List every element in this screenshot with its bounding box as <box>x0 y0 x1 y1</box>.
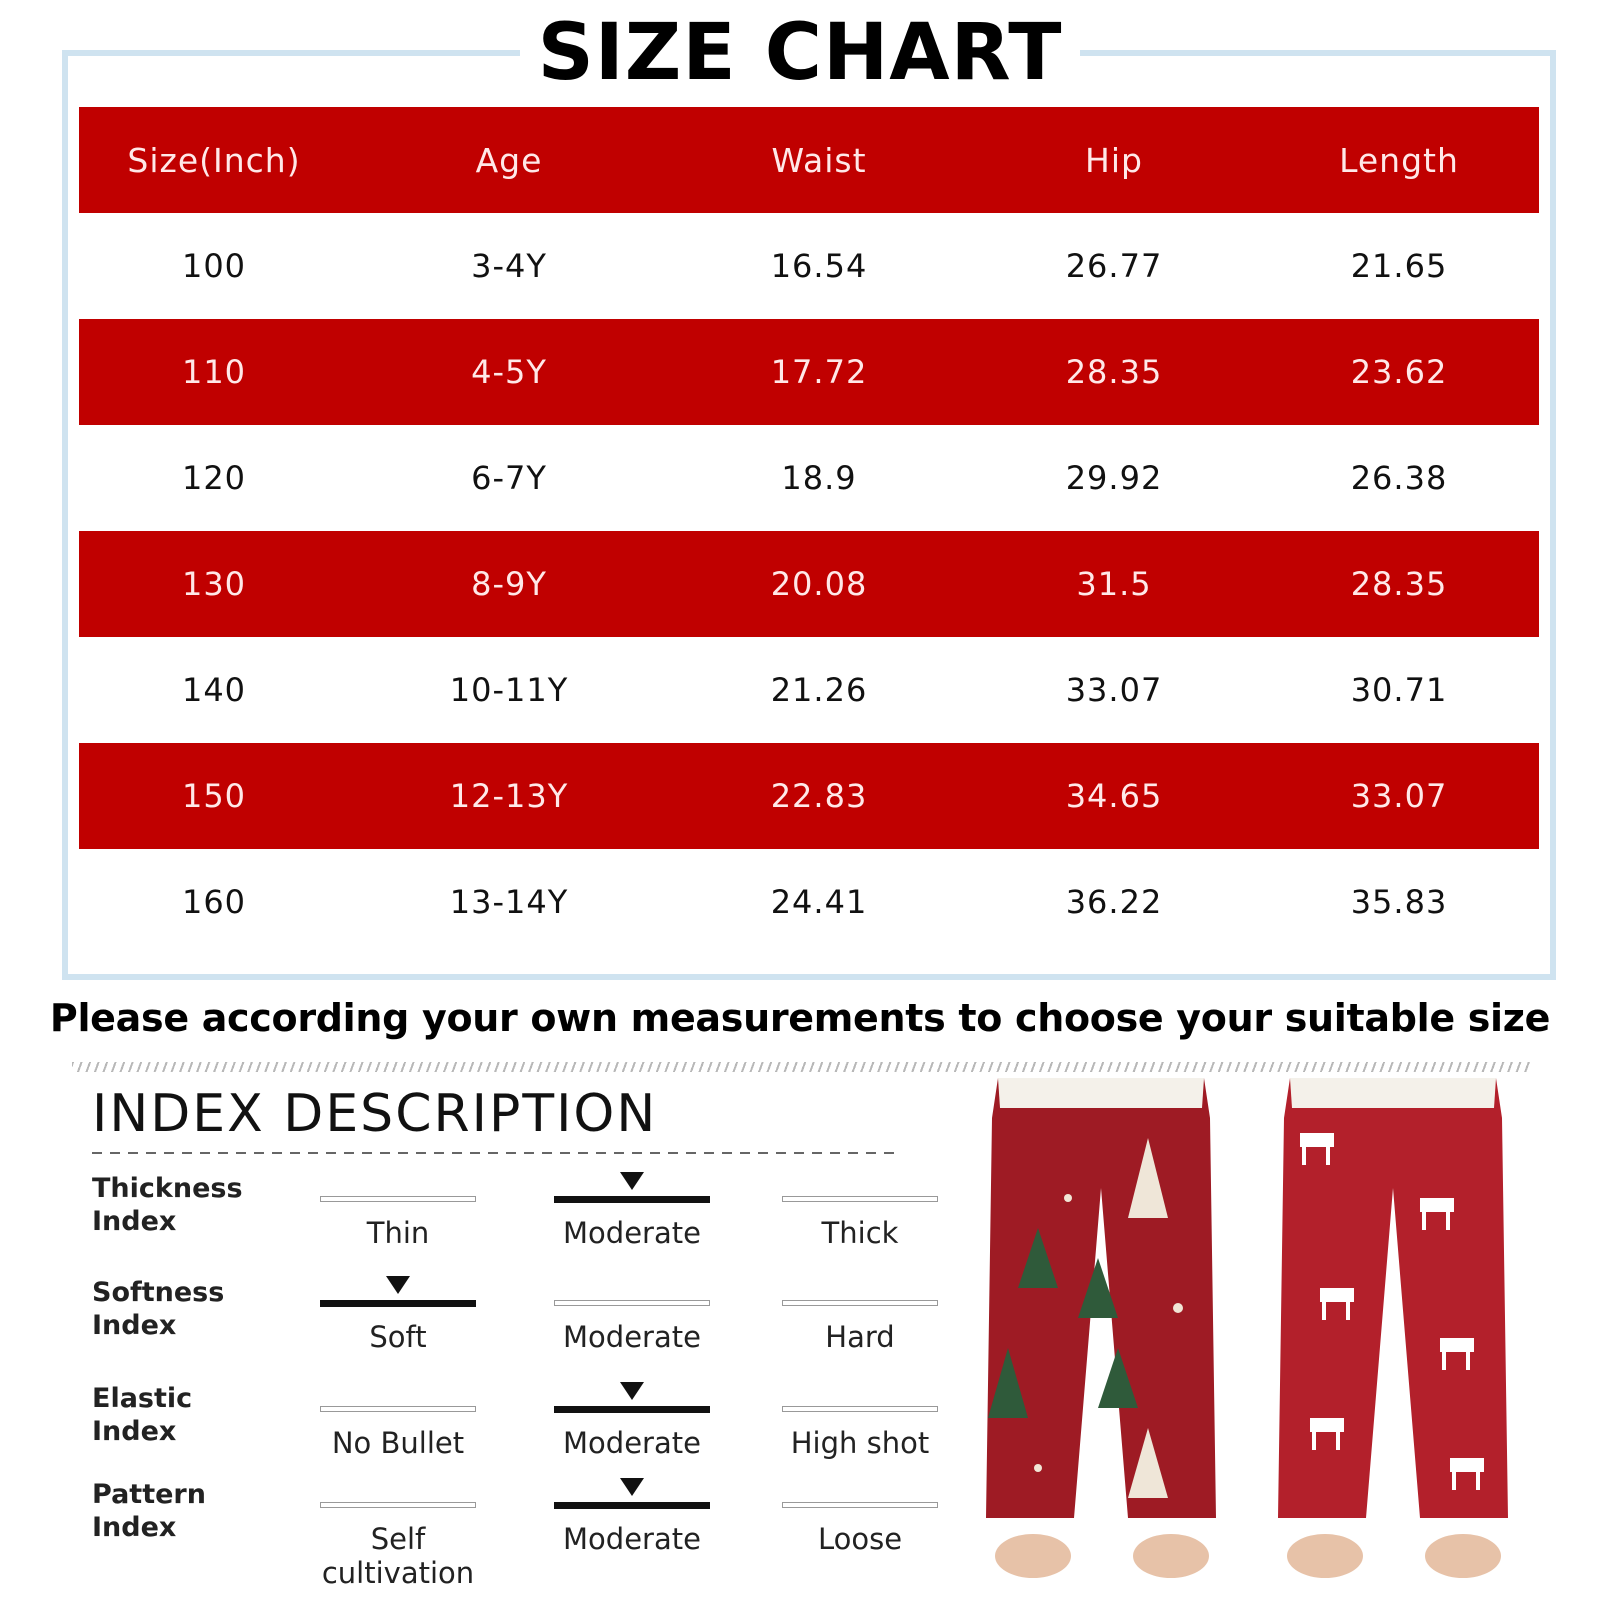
index-scale-bar <box>554 1406 710 1413</box>
table-cell: 35.83 <box>1350 883 1448 921</box>
table-cell: 22.83 <box>770 777 868 815</box>
table-row <box>79 213 1539 319</box>
table-cell: 13-14Y <box>449 883 569 921</box>
table-cell: 10-11Y <box>449 671 569 709</box>
table-cell: 33.07 <box>1350 777 1448 815</box>
index-row <box>92 1172 952 1272</box>
index-option-label: No Bullet <box>331 1426 465 1460</box>
index-option-label: Self cultivation <box>321 1522 475 1590</box>
index-dashed-divider <box>92 1152 902 1154</box>
size-note: Please according your own measurements to choose your suitable size <box>49 996 1551 1040</box>
table-cell: 28.35 <box>1350 565 1448 603</box>
table-header-cell: Size(Inch) <box>127 140 301 180</box>
index-row-label <box>92 1382 292 1448</box>
index-scale-bar <box>320 1300 476 1307</box>
table-cell: 130 <box>181 565 247 603</box>
table-cell: 8-9Y <box>471 565 547 603</box>
selected-marker-icon <box>620 1478 644 1496</box>
index-option-label: Thin <box>366 1216 430 1250</box>
index-title: INDEX DESCRIPTION <box>92 1084 658 1144</box>
index-row <box>92 1478 952 1590</box>
index-option <box>554 1172 714 1272</box>
index-option <box>782 1276 942 1376</box>
index-option-label: Soft <box>369 1320 427 1354</box>
table-row <box>79 531 1539 637</box>
table-cell: 3-4Y <box>471 247 547 285</box>
index-option-label: Moderate <box>563 1522 701 1556</box>
size-table <box>79 107 1539 955</box>
index-option <box>554 1478 714 1578</box>
table-cell: 140 <box>181 671 247 709</box>
pants-christmas-tree-illustration <box>978 1078 1224 1593</box>
index-row <box>92 1382 952 1482</box>
table-cell: 4-5Y <box>471 353 547 391</box>
index-option-label: Moderate <box>563 1216 701 1250</box>
index-label-line-2: Index <box>92 1416 177 1447</box>
index-row <box>92 1276 952 1376</box>
table-cell: 18.9 <box>781 459 857 497</box>
index-option <box>554 1382 714 1482</box>
index-option-label: Loose <box>817 1522 903 1556</box>
index-option <box>554 1276 714 1376</box>
index-label-line-2: Index <box>92 1512 177 1543</box>
index-scale-bar <box>782 1502 938 1508</box>
index-scale-bar <box>320 1196 476 1202</box>
selected-marker-icon <box>620 1172 644 1190</box>
table-cell: 24.41 <box>770 883 868 921</box>
index-scale-bar <box>554 1196 710 1203</box>
table-header-cell: Hip <box>1085 140 1143 180</box>
table-cell: 34.65 <box>1065 777 1163 815</box>
index-label-line-2: Index <box>92 1310 177 1341</box>
table-cell: 30.71 <box>1350 671 1448 709</box>
table-header-cell: Length <box>1339 140 1459 180</box>
index-option <box>782 1382 942 1482</box>
table-cell: 120 <box>181 459 247 497</box>
table-cell: 6-7Y <box>471 459 547 497</box>
index-label-line-1: Pattern <box>92 1479 206 1510</box>
index-option-label: Hard <box>825 1320 895 1354</box>
table-cell: 110 <box>181 353 247 391</box>
table-cell: 20.08 <box>770 565 868 603</box>
index-option <box>782 1478 942 1578</box>
table-cell: 21.65 <box>1350 247 1448 285</box>
title-wrap <box>0 8 1600 98</box>
table-cell: 23.62 <box>1350 353 1448 391</box>
table-cell: 21.26 <box>770 671 868 709</box>
selected-marker-icon <box>386 1276 410 1294</box>
index-scale-bar <box>782 1406 938 1412</box>
table-cell: 16.54 <box>770 247 868 285</box>
index-option <box>320 1382 480 1482</box>
table-cell: 26.77 <box>1065 247 1163 285</box>
index-option-label: Moderate <box>563 1426 701 1460</box>
index-scale-bar <box>782 1196 938 1202</box>
page-title: SIZE CHART <box>520 8 1081 98</box>
index-label-line-1: Thickness <box>92 1173 243 1204</box>
table-row <box>79 425 1539 531</box>
index-row-label <box>92 1478 292 1544</box>
index-option <box>320 1478 480 1590</box>
table-header-row <box>79 107 1539 213</box>
pants-reindeer-illustration <box>1270 1078 1516 1593</box>
table-cell: 17.72 <box>770 353 868 391</box>
index-scale-bar <box>554 1502 710 1509</box>
index-label-line-1: Softness <box>92 1277 225 1308</box>
index-option-label: Thick <box>821 1216 899 1250</box>
table-header-cell: Waist <box>771 140 867 180</box>
table-cell: 33.07 <box>1065 671 1163 709</box>
index-option <box>782 1172 942 1272</box>
table-row <box>79 637 1539 743</box>
index-scale-bar <box>554 1300 710 1306</box>
hatched-divider <box>72 1062 1532 1072</box>
index-row-label <box>92 1276 292 1342</box>
table-header-cell: Age <box>475 140 543 180</box>
table-cell: 12-13Y <box>449 777 569 815</box>
table-cell: 31.5 <box>1076 565 1152 603</box>
table-row <box>79 743 1539 849</box>
index-label-line-2: Index <box>92 1206 177 1237</box>
index-scale-bar <box>320 1502 476 1508</box>
index-label-line-1: Elastic <box>92 1383 193 1414</box>
table-cell: 160 <box>181 883 247 921</box>
selected-marker-icon <box>620 1382 644 1400</box>
table-cell: 100 <box>181 247 247 285</box>
table-cell: 28.35 <box>1065 353 1163 391</box>
table-cell: 26.38 <box>1350 459 1448 497</box>
index-option-label: Moderate <box>563 1320 701 1354</box>
index-scale-bar <box>782 1300 938 1306</box>
table-cell: 29.92 <box>1065 459 1163 497</box>
index-option-label: High shot <box>790 1426 930 1460</box>
table-cell: 36.22 <box>1065 883 1163 921</box>
index-option <box>320 1276 480 1376</box>
table-row <box>79 849 1539 955</box>
index-row-label <box>92 1172 292 1238</box>
table-row <box>79 319 1539 425</box>
table-cell: 150 <box>181 777 247 815</box>
index-option <box>320 1172 480 1272</box>
index-scale-bar <box>320 1406 476 1412</box>
